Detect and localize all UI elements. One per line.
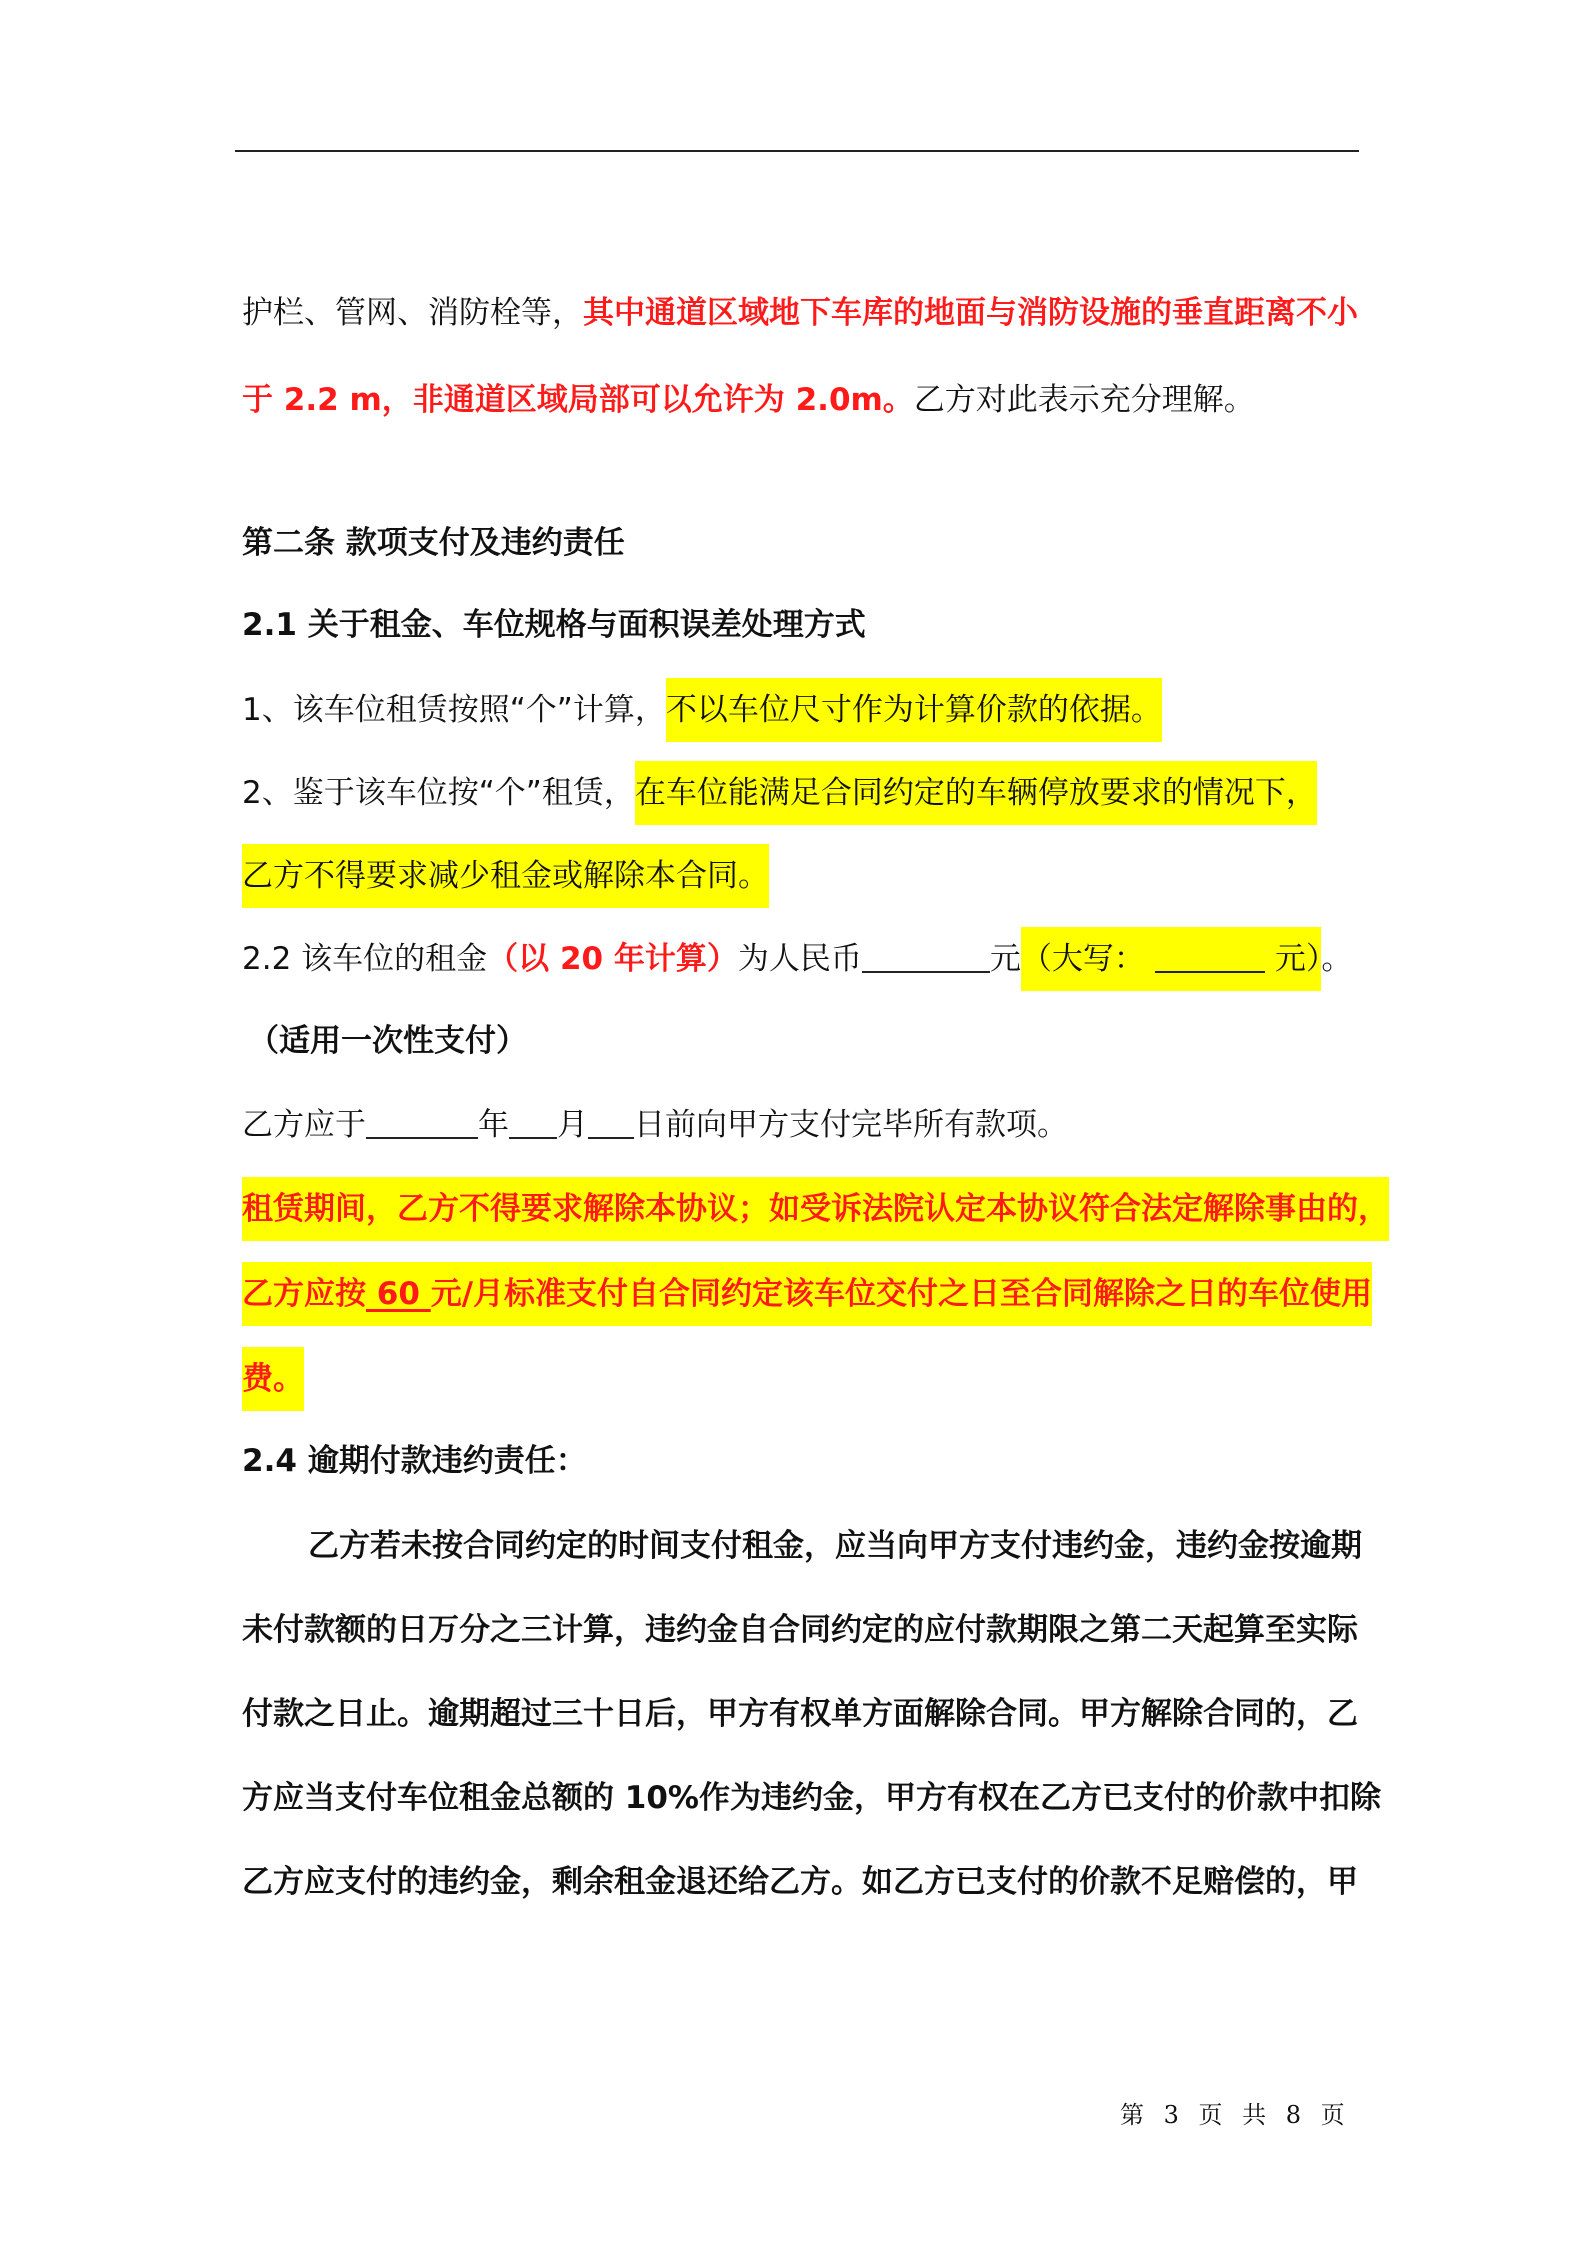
text-run: 元/月标准支付自合同约定该车位交付之日至合同解除之日的车位使用: [430, 1276, 1373, 1312]
clause-item-1: [242, 687, 1162, 733]
highlighted-emphasis-text: 租赁期间，乙方不得要求解除本协议；如受诉法院认定本协议符合法定解除事由的，: [242, 1177, 1389, 1241]
payment-deadline-line: [242, 1102, 1068, 1148]
text-run: 乙方应于: [242, 1107, 366, 1143]
penalty-paragraph-line: 付款之日止。逾期超过三十日后，甲方有权单方面解除合同。甲方解除合同的，乙: [242, 1696, 1358, 1732]
paragraph-line: [242, 377, 1255, 423]
capital-amount-blank[interactable]: [1155, 941, 1265, 973]
text-run: 日前向甲方支付完毕所有款项。: [634, 1107, 1068, 1143]
text-run: 乙方应按: [242, 1276, 366, 1312]
text-run: 1、该车位租赁按照“个”计算，: [242, 692, 666, 728]
text-run: 月: [557, 1107, 588, 1143]
highlighted-text: 不以车位尺寸作为计算价款的依据。: [666, 678, 1162, 742]
lease-clause-line: [242, 1356, 304, 1402]
text-run: 2.2 该车位的租金: [242, 941, 488, 977]
text-run: 乙方对此表示充分理解。: [913, 382, 1255, 418]
article-title: 第二条 款项支付及违约责任: [242, 525, 625, 561]
day-blank[interactable]: [588, 1107, 634, 1139]
payment-mode-note: （适用一次性支付）: [248, 1023, 527, 1059]
penalty-paragraph-line: 乙方应支付的违约金，剩余租金退还给乙方。如乙方已支付的价款不足赔偿的，甲: [242, 1864, 1358, 1900]
section-title-2-1: 2.1 关于租金、车位规格与面积误差处理方式: [242, 607, 866, 643]
lease-clause-line: [242, 1271, 1372, 1317]
text-run: 护栏、管网、消防栓等，: [242, 295, 583, 331]
highlighted-text: 乙方不得要求减少租金或解除本合同。: [242, 844, 769, 908]
emphasis-text: 于 2.2 m，非通道区域局部可以允许为 2.0m。: [242, 382, 914, 418]
section-title-2-4: 2.4 逾期付款违约责任：: [242, 1443, 587, 1479]
text-run: 元）: [1274, 941, 1322, 977]
text-run: 2、鉴于该车位按“个”租赁，: [242, 775, 635, 811]
month-blank[interactable]: [509, 1107, 557, 1139]
highlighted-emphasis-text: [242, 1262, 1372, 1326]
emphasis-text: 其中通道区域地下车库的地面与消防设施的垂直距离不小: [583, 295, 1358, 331]
lease-clause-line: [242, 1186, 1389, 1232]
penalty-paragraph-line: 乙方若未按合同约定的时间支付租金，应当向甲方支付违约金，违约金按逾期: [308, 1528, 1362, 1564]
text-run: （大写：: [1020, 941, 1145, 977]
text-run: 元: [989, 941, 1021, 977]
fee-amount: 60: [366, 1276, 431, 1312]
text-run: 。: [1321, 941, 1353, 977]
emphasis-text: （以 20 年计算）: [487, 941, 738, 977]
penalty-paragraph-line: 方应当支付车位租金总额的 10%作为违约金，甲方有权在乙方已支付的价款中扣除: [242, 1780, 1381, 1816]
amount-blank[interactable]: [862, 941, 990, 973]
page-number: 第 3 页 共 8 页: [1120, 2101, 1351, 2129]
section-2-2-line: [242, 936, 1352, 982]
clause-item-2-cont: [242, 853, 769, 899]
penalty-paragraph-line: 未付款额的日万分之三计算，违约金自合同约定的应付款期限之第二天起算至实际: [242, 1612, 1358, 1648]
year-blank[interactable]: [366, 1107, 478, 1139]
header-rule: [235, 150, 1359, 152]
text-run: 为人民币: [737, 941, 862, 977]
highlighted-text: 在车位能满足合同约定的车辆停放要求的情况下，: [635, 761, 1317, 825]
paragraph-line: [242, 290, 1358, 336]
highlighted-emphasis-text: 费。: [242, 1347, 304, 1411]
capital-amount-highlight: [1021, 927, 1322, 991]
clause-item-2: [242, 770, 1317, 816]
text-run: 年: [478, 1107, 509, 1143]
